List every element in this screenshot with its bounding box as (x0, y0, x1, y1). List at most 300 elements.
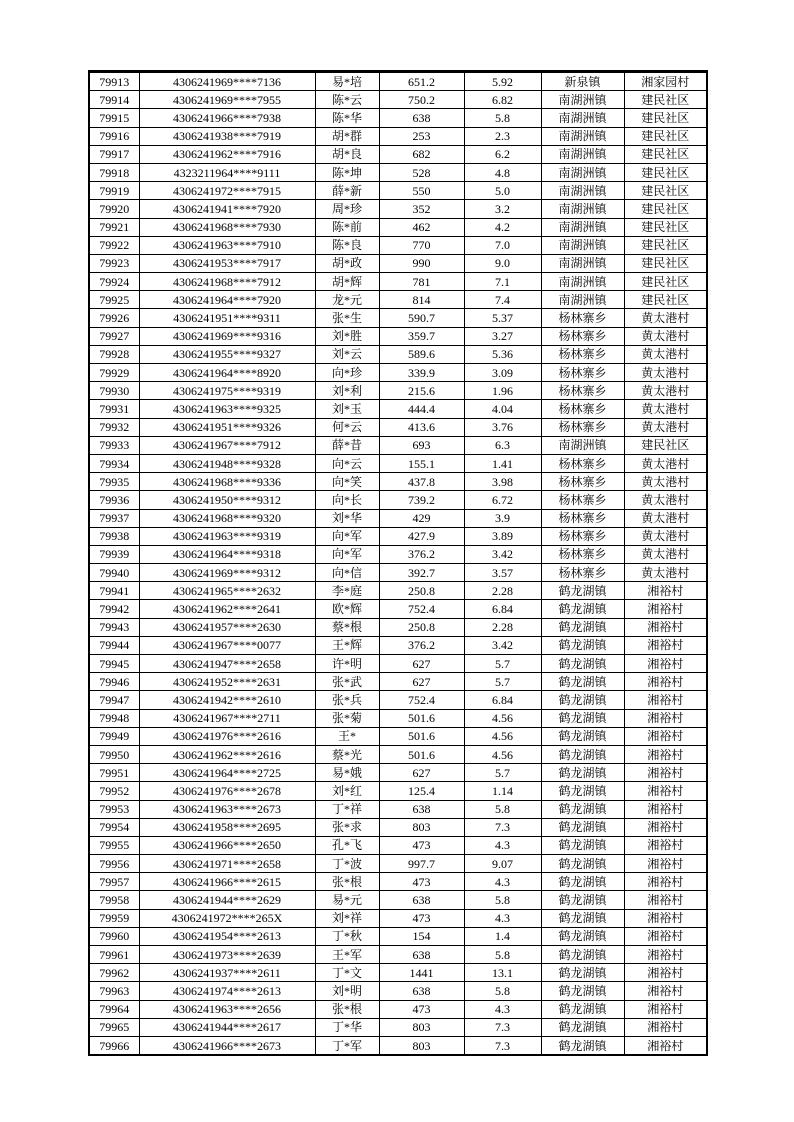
cell-value1: 589.6 (379, 345, 464, 363)
cell-town: 南湖洲镇 (541, 291, 624, 309)
table-row (89, 309, 707, 327)
cell-name: 陈*云 (315, 91, 379, 109)
cell-town: 鹤龙湖镇 (541, 691, 624, 709)
cell-serial: 79955 (89, 836, 139, 854)
cell-id-number: 4306241968****7912 (139, 273, 315, 291)
cell-id-number: 4306241967****7912 (139, 436, 315, 454)
cell-id-number: 4323211964****9111 (139, 163, 315, 181)
table-row (89, 800, 707, 818)
cell-value2: 7.3 (464, 1036, 541, 1055)
cell-value2: 6.3 (464, 436, 541, 454)
cell-town: 鹤龙湖镇 (541, 927, 624, 945)
cell-value1: 462 (379, 218, 464, 236)
table-row (89, 345, 707, 363)
table-row (89, 527, 707, 545)
cell-value1: 427.9 (379, 527, 464, 545)
cell-town: 鹤龙湖镇 (541, 873, 624, 891)
cell-town: 鹤龙湖镇 (541, 982, 624, 1000)
cell-town: 鹤龙湖镇 (541, 855, 624, 873)
cell-id-number: 4306241973****2639 (139, 946, 315, 964)
cell-name: 丁*文 (315, 964, 379, 982)
cell-town: 鹤龙湖镇 (541, 655, 624, 673)
cell-name: 张*根 (315, 873, 379, 891)
cell-value2: 5.0 (464, 182, 541, 200)
cell-town: 新泉镇 (541, 72, 624, 91)
cell-id-number: 4306241976****2678 (139, 782, 315, 800)
table-row (89, 782, 707, 800)
records-table-body (89, 72, 707, 1056)
cell-value1: 781 (379, 273, 464, 291)
cell-name: 张*生 (315, 309, 379, 327)
cell-value1: 627 (379, 655, 464, 673)
cell-serial: 79962 (89, 964, 139, 982)
cell-village: 建民社区 (624, 145, 707, 163)
cell-value1: 638 (379, 946, 464, 964)
cell-value1: 437.8 (379, 473, 464, 491)
table-row (89, 1036, 707, 1055)
table-row (89, 327, 707, 345)
cell-town: 杨林寨乡 (541, 509, 624, 527)
cell-value1: 528 (379, 163, 464, 181)
cell-town: 杨林寨乡 (541, 527, 624, 545)
cell-town: 南湖洲镇 (541, 109, 624, 127)
cell-name: 李*庭 (315, 582, 379, 600)
cell-village: 建民社区 (624, 273, 707, 291)
cell-value1: 750.2 (379, 91, 464, 109)
cell-value2: 3.89 (464, 527, 541, 545)
table-row (89, 273, 707, 291)
cell-serial: 79940 (89, 564, 139, 582)
cell-village: 湘裕村 (624, 1018, 707, 1036)
cell-village: 黄太港村 (624, 418, 707, 436)
cell-id-number: 4306241953****7917 (139, 254, 315, 272)
cell-village: 湘裕村 (624, 891, 707, 909)
cell-value2: 7.1 (464, 273, 541, 291)
cell-id-number: 4306241964****9318 (139, 545, 315, 563)
cell-id-number: 4306241951****9326 (139, 418, 315, 436)
cell-village: 黄太港村 (624, 309, 707, 327)
cell-id-number: 4306241952****2631 (139, 673, 315, 691)
cell-id-number: 4306241967****2711 (139, 709, 315, 727)
cell-town: 鹤龙湖镇 (541, 800, 624, 818)
cell-value1: 250.8 (379, 582, 464, 600)
cell-village: 黄太港村 (624, 327, 707, 345)
cell-serial: 79949 (89, 727, 139, 745)
cell-name: 刘*胜 (315, 327, 379, 345)
cell-serial: 79938 (89, 527, 139, 545)
cell-name: 刘*玉 (315, 400, 379, 418)
cell-town: 鹤龙湖镇 (541, 582, 624, 600)
table-row (89, 1000, 707, 1018)
table-row (89, 473, 707, 491)
cell-value2: 4.56 (464, 745, 541, 763)
table-row (89, 982, 707, 1000)
cell-name: 王* (315, 727, 379, 745)
cell-village: 湘家园村 (624, 72, 707, 91)
cell-village: 黄太港村 (624, 527, 707, 545)
cell-id-number: 4306241968****7930 (139, 218, 315, 236)
cell-town: 鹤龙湖镇 (541, 709, 624, 727)
cell-value1: 250.8 (379, 618, 464, 636)
cell-name: 王*军 (315, 946, 379, 964)
table-row (89, 163, 707, 181)
cell-serial: 79914 (89, 91, 139, 109)
cell-name: 陈*良 (315, 236, 379, 254)
cell-serial: 79956 (89, 855, 139, 873)
cell-town: 鹤龙湖镇 (541, 818, 624, 836)
cell-value1: 339.9 (379, 364, 464, 382)
table-row (89, 400, 707, 418)
cell-name: 薛*昔 (315, 436, 379, 454)
cell-value1: 590.7 (379, 309, 464, 327)
cell-value1: 814 (379, 291, 464, 309)
cell-name: 丁*军 (315, 1036, 379, 1055)
cell-serial: 79932 (89, 418, 139, 436)
cell-serial: 79930 (89, 382, 139, 400)
cell-village: 湘裕村 (624, 636, 707, 654)
cell-value2: 1.41 (464, 454, 541, 472)
cell-value2: 4.04 (464, 400, 541, 418)
cell-town: 鹤龙湖镇 (541, 600, 624, 618)
cell-serial: 79934 (89, 454, 139, 472)
cell-village: 建民社区 (624, 200, 707, 218)
cell-town: 南湖洲镇 (541, 254, 624, 272)
cell-name: 王*辉 (315, 636, 379, 654)
cell-name: 刘*云 (315, 345, 379, 363)
cell-serial: 79924 (89, 273, 139, 291)
cell-village: 湘裕村 (624, 691, 707, 709)
cell-serial: 79926 (89, 309, 139, 327)
cell-serial: 79960 (89, 927, 139, 945)
cell-id-number: 4306241966****2650 (139, 836, 315, 854)
cell-value2: 2.28 (464, 618, 541, 636)
cell-value1: 693 (379, 436, 464, 454)
cell-town: 杨林寨乡 (541, 454, 624, 472)
cell-name: 刘*祥 (315, 909, 379, 927)
cell-town: 鹤龙湖镇 (541, 964, 624, 982)
cell-serial: 79947 (89, 691, 139, 709)
cell-value2: 1.14 (464, 782, 541, 800)
cell-village: 建民社区 (624, 91, 707, 109)
cell-serial: 79957 (89, 873, 139, 891)
cell-id-number: 4306241974****2613 (139, 982, 315, 1000)
cell-village: 湘裕村 (624, 855, 707, 873)
cell-serial: 79928 (89, 345, 139, 363)
cell-village: 湘裕村 (624, 964, 707, 982)
cell-town: 鹤龙湖镇 (541, 727, 624, 745)
cell-village: 湘裕村 (624, 982, 707, 1000)
cell-town: 杨林寨乡 (541, 345, 624, 363)
cell-name: 蔡*光 (315, 745, 379, 763)
cell-town: 杨林寨乡 (541, 473, 624, 491)
cell-village: 湘裕村 (624, 873, 707, 891)
cell-value1: 215.6 (379, 382, 464, 400)
cell-id-number: 4306241963****7910 (139, 236, 315, 254)
cell-value1: 253 (379, 127, 464, 145)
cell-village: 湘裕村 (624, 673, 707, 691)
cell-town: 杨林寨乡 (541, 418, 624, 436)
cell-town: 鹤龙湖镇 (541, 636, 624, 654)
cell-value1: 473 (379, 873, 464, 891)
cell-value2: 3.9 (464, 509, 541, 527)
cell-village: 湘裕村 (624, 818, 707, 836)
cell-id-number: 4306241942****2610 (139, 691, 315, 709)
cell-value2: 4.3 (464, 873, 541, 891)
cell-value2: 7.3 (464, 1018, 541, 1036)
cell-name: 丁*波 (315, 855, 379, 873)
cell-id-number: 4306241967****0077 (139, 636, 315, 654)
cell-value1: 803 (379, 1036, 464, 1055)
cell-village: 黄太港村 (624, 454, 707, 472)
cell-village: 黄太港村 (624, 473, 707, 491)
cell-value1: 501.6 (379, 745, 464, 763)
table-row (89, 727, 707, 745)
table-row (89, 873, 707, 891)
cell-value1: 473 (379, 1000, 464, 1018)
cell-village: 建民社区 (624, 109, 707, 127)
cell-name: 张*求 (315, 818, 379, 836)
cell-town: 鹤龙湖镇 (541, 673, 624, 691)
cell-id-number: 4306241966****2673 (139, 1036, 315, 1055)
table-row (89, 691, 707, 709)
records-table (88, 70, 708, 1056)
cell-town: 南湖洲镇 (541, 200, 624, 218)
cell-name: 张*菊 (315, 709, 379, 727)
cell-value1: 638 (379, 891, 464, 909)
cell-village: 黄太港村 (624, 364, 707, 382)
cell-id-number: 4306241948****9328 (139, 454, 315, 472)
cell-town: 南湖洲镇 (541, 182, 624, 200)
table-row (89, 254, 707, 272)
table-row (89, 600, 707, 618)
cell-name: 张*武 (315, 673, 379, 691)
cell-serial: 79966 (89, 1036, 139, 1055)
cell-town: 杨林寨乡 (541, 364, 624, 382)
cell-id-number: 4306241968****9320 (139, 509, 315, 527)
cell-town: 鹤龙湖镇 (541, 1036, 624, 1055)
table-row (89, 818, 707, 836)
cell-value2: 5.7 (464, 764, 541, 782)
cell-village: 湘裕村 (624, 655, 707, 673)
table-row (89, 764, 707, 782)
cell-name: 张*兵 (315, 691, 379, 709)
cell-id-number: 4306241963****9325 (139, 400, 315, 418)
table-row (89, 655, 707, 673)
cell-town: 南湖洲镇 (541, 91, 624, 109)
cell-serial: 79936 (89, 491, 139, 509)
cell-value2: 4.8 (464, 163, 541, 181)
cell-serial: 79963 (89, 982, 139, 1000)
cell-town: 杨林寨乡 (541, 327, 624, 345)
cell-serial: 79950 (89, 745, 139, 763)
table-row (89, 418, 707, 436)
cell-serial: 79948 (89, 709, 139, 727)
cell-value2: 7.0 (464, 236, 541, 254)
cell-value1: 550 (379, 182, 464, 200)
cell-value1: 752.4 (379, 600, 464, 618)
cell-name: 欧*辉 (315, 600, 379, 618)
cell-value2: 6.84 (464, 691, 541, 709)
cell-serial: 79961 (89, 946, 139, 964)
cell-serial: 79917 (89, 145, 139, 163)
cell-value2: 5.8 (464, 800, 541, 818)
table-row (89, 109, 707, 127)
table-row (89, 946, 707, 964)
cell-id-number: 4306241964****7920 (139, 291, 315, 309)
cell-value2: 4.3 (464, 836, 541, 854)
cell-serial: 79916 (89, 127, 139, 145)
cell-id-number: 4306241964****8920 (139, 364, 315, 382)
cell-value1: 752.4 (379, 691, 464, 709)
cell-serial: 79943 (89, 618, 139, 636)
cell-serial: 79929 (89, 364, 139, 382)
cell-village: 湘裕村 (624, 909, 707, 927)
cell-serial: 79958 (89, 891, 139, 909)
cell-id-number: 4306241958****2695 (139, 818, 315, 836)
cell-serial: 79945 (89, 655, 139, 673)
cell-value2: 5.92 (464, 72, 541, 91)
cell-id-number: 4306241963****9319 (139, 527, 315, 545)
table-row (89, 364, 707, 382)
cell-town: 杨林寨乡 (541, 545, 624, 563)
cell-town: 南湖洲镇 (541, 218, 624, 236)
cell-value1: 376.2 (379, 636, 464, 654)
cell-town: 南湖洲镇 (541, 145, 624, 163)
cell-village: 湘裕村 (624, 618, 707, 636)
cell-id-number: 4306241965****2632 (139, 582, 315, 600)
cell-town: 杨林寨乡 (541, 564, 624, 582)
cell-town: 杨林寨乡 (541, 309, 624, 327)
cell-id-number: 4306241962****7916 (139, 145, 315, 163)
cell-town: 南湖洲镇 (541, 436, 624, 454)
cell-id-number: 4306241964****2725 (139, 764, 315, 782)
cell-town: 鹤龙湖镇 (541, 782, 624, 800)
cell-value2: 6.84 (464, 600, 541, 618)
table-row (89, 909, 707, 927)
cell-id-number: 4306241954****2613 (139, 927, 315, 945)
cell-town: 南湖洲镇 (541, 236, 624, 254)
cell-serial: 79964 (89, 1000, 139, 1018)
cell-id-number: 4306241976****2616 (139, 727, 315, 745)
table-row (89, 927, 707, 945)
cell-serial: 79919 (89, 182, 139, 200)
cell-value1: 155.1 (379, 454, 464, 472)
table-row (89, 291, 707, 309)
table-row (89, 145, 707, 163)
cell-id-number: 4306241944****2629 (139, 891, 315, 909)
table-row (89, 72, 707, 91)
cell-value1: 803 (379, 1018, 464, 1036)
cell-value1: 501.6 (379, 709, 464, 727)
cell-village: 黄太港村 (624, 509, 707, 527)
cell-id-number: 4306241969****9316 (139, 327, 315, 345)
cell-id-number: 4306241957****2630 (139, 618, 315, 636)
cell-name: 陈*华 (315, 109, 379, 127)
table-row (89, 236, 707, 254)
cell-value2: 3.2 (464, 200, 541, 218)
cell-value1: 682 (379, 145, 464, 163)
table-row (89, 200, 707, 218)
cell-id-number: 4306241969****7136 (139, 72, 315, 91)
cell-village: 建民社区 (624, 291, 707, 309)
cell-name: 龙*元 (315, 291, 379, 309)
table-row (89, 182, 707, 200)
cell-value2: 1.96 (464, 382, 541, 400)
cell-village: 湘裕村 (624, 709, 707, 727)
cell-value1: 990 (379, 254, 464, 272)
cell-value2: 5.37 (464, 309, 541, 327)
cell-town: 南湖洲镇 (541, 127, 624, 145)
cell-value2: 5.8 (464, 982, 541, 1000)
table-row (89, 582, 707, 600)
cell-town: 南湖洲镇 (541, 273, 624, 291)
cell-value2: 1.4 (464, 927, 541, 945)
cell-town: 杨林寨乡 (541, 400, 624, 418)
table-row (89, 1018, 707, 1036)
cell-name: 向*笑 (315, 473, 379, 491)
cell-name: 丁*秋 (315, 927, 379, 945)
cell-value2: 9.0 (464, 254, 541, 272)
cell-serial: 79922 (89, 236, 139, 254)
cell-name: 胡*辉 (315, 273, 379, 291)
cell-id-number: 4306241963****2656 (139, 1000, 315, 1018)
cell-id-number: 4306241962****2641 (139, 600, 315, 618)
cell-village: 建民社区 (624, 218, 707, 236)
cell-village: 建民社区 (624, 236, 707, 254)
cell-town: 鹤龙湖镇 (541, 891, 624, 909)
cell-id-number: 4306241966****2615 (139, 873, 315, 891)
cell-value2: 5.8 (464, 946, 541, 964)
cell-id-number: 4306241938****7919 (139, 127, 315, 145)
cell-id-number: 4306241951****9311 (139, 309, 315, 327)
cell-id-number: 4306241941****7920 (139, 200, 315, 218)
cell-village: 黄太港村 (624, 345, 707, 363)
table-row (89, 636, 707, 654)
cell-town: 鹤龙湖镇 (541, 764, 624, 782)
cell-village: 建民社区 (624, 163, 707, 181)
table-row (89, 891, 707, 909)
cell-id-number: 4306241950****9312 (139, 491, 315, 509)
cell-serial: 79918 (89, 163, 139, 181)
cell-village: 建民社区 (624, 182, 707, 200)
cell-name: 丁*祥 (315, 800, 379, 818)
cell-id-number: 4306241963****2673 (139, 800, 315, 818)
cell-name: 蔡*根 (315, 618, 379, 636)
cell-value2: 7.4 (464, 291, 541, 309)
cell-serial: 79954 (89, 818, 139, 836)
cell-id-number: 4306241962****2616 (139, 745, 315, 763)
cell-village: 湘裕村 (624, 745, 707, 763)
cell-town: 杨林寨乡 (541, 382, 624, 400)
cell-value2: 3.09 (464, 364, 541, 382)
cell-village: 黄太港村 (624, 545, 707, 563)
cell-name: 向*云 (315, 454, 379, 472)
cell-town: 鹤龙湖镇 (541, 1000, 624, 1018)
cell-town: 杨林寨乡 (541, 491, 624, 509)
cell-name: 胡*政 (315, 254, 379, 272)
cell-village: 黄太港村 (624, 382, 707, 400)
cell-id-number: 4306241966****7938 (139, 109, 315, 127)
cell-serial: 79925 (89, 291, 139, 309)
cell-value2: 6.82 (464, 91, 541, 109)
cell-serial: 79923 (89, 254, 139, 272)
cell-value1: 770 (379, 236, 464, 254)
cell-serial: 79920 (89, 200, 139, 218)
table-row (89, 673, 707, 691)
cell-value2: 3.76 (464, 418, 541, 436)
table-row (89, 836, 707, 854)
cell-value2: 3.57 (464, 564, 541, 582)
